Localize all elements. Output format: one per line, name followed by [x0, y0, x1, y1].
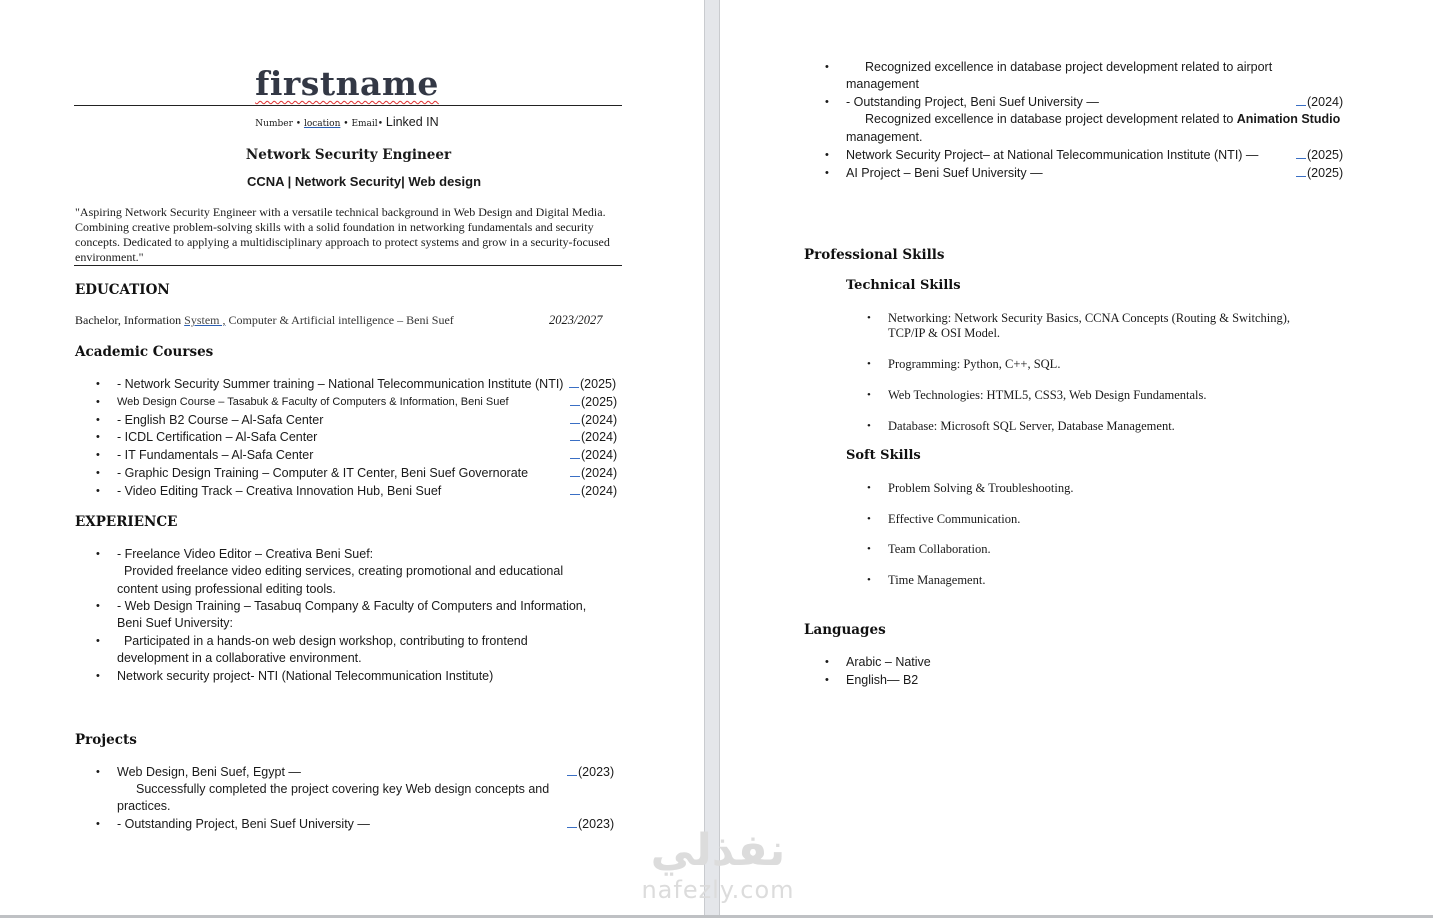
year-text: (2023) [578, 817, 615, 832]
list-item-text: content using professional editing tools. [117, 581, 336, 596]
bullet-icon: • [825, 674, 829, 686]
list-item-text: - Freelance Video Editor – Creativa Beni Suef: [117, 547, 374, 561]
contact-location: location [303, 119, 341, 129]
technical-skill-item [867, 419, 1387, 434]
bullet-icon: • [867, 312, 871, 324]
course-item [96, 447, 626, 465]
experience-item [96, 668, 626, 685]
tab-marker-icon [570, 397, 580, 406]
list-item-text: - Outstanding Project, Beni Suef University — [117, 817, 370, 832]
soft-skill-item [867, 481, 1387, 496]
bullet-icon: • [867, 512, 871, 525]
soft-skills-list [867, 481, 1387, 603]
bullet-icon: • [96, 818, 100, 831]
job-title: Network Security Engineer [245, 147, 452, 163]
year-text: (2025) [1307, 165, 1344, 180]
tab-marker-icon [1296, 168, 1306, 177]
year-label [570, 447, 617, 465]
list-item-text: Programming: Python, C++, SQL. [888, 357, 1061, 371]
technical-skills-list [867, 311, 1387, 450]
bullet-icon: • [96, 635, 100, 648]
job-subtitle: CCNA | Network Security| Web design [246, 174, 482, 189]
education-degree: Bachelor, Information [75, 313, 185, 327]
contact-number: Number [255, 119, 293, 129]
education-entry [75, 313, 454, 328]
list-item-text: management [846, 77, 919, 92]
list-item-text: Database: Microsoft SQL Server, Database Management. [888, 419, 1175, 433]
bullet-icon: • [867, 420, 871, 432]
course-item [96, 376, 626, 394]
language-item [825, 654, 1345, 672]
bullet-icon: • [96, 449, 100, 462]
course-item [96, 394, 626, 412]
bullet-icon: • [825, 656, 829, 668]
bullet-icon: • [96, 378, 100, 390]
list-item-text: Participated in a hands-on web design workshop, contributing to frontend [117, 634, 528, 649]
soft-skill-item [867, 542, 1387, 557]
experience-heading: EXPERIENCE [75, 514, 178, 530]
separator-dot: • [295, 119, 302, 129]
languages-list [825, 654, 1345, 690]
language-item [825, 672, 1345, 690]
list-item-text: Beni Suef University: [117, 616, 234, 631]
list-item-text: Network Security Project– at National Telecommunication Institute (NTI) — [846, 147, 1259, 162]
list-item-text: development in a collaborative environment. [117, 651, 362, 666]
list-item-text: practices. [117, 799, 171, 814]
list-item-text: AI Project – Beni Suef University — [846, 165, 1043, 180]
list-item-text: Web Technologies: HTML5, CSS3, Web Design Fundamentals. [888, 388, 1207, 402]
list-item-text: Time Management. [888, 572, 986, 587]
text: Recognized excellence in database project development related to [865, 112, 1237, 127]
bullet-icon: • [867, 389, 871, 401]
contact-linkedin: Linked IN [385, 115, 439, 129]
projects-heading: Projects [75, 732, 137, 748]
bullet-icon: • [96, 484, 100, 497]
year-text: (2025) [1307, 147, 1344, 162]
document-page-1 [0, 0, 704, 915]
languages-heading: Languages [804, 622, 886, 638]
year-text: (2024) [581, 430, 618, 445]
bullet-icon: • [825, 96, 829, 109]
list-item-text: Networking: Network Security Basics, CCNA Concepts (Routing & Switching), [888, 311, 1291, 325]
document-page-2 [721, 0, 1433, 915]
year-text: (2023) [578, 765, 615, 779]
bold-text: Animation Studio [1236, 112, 1341, 127]
year-label [570, 412, 617, 430]
tab-marker-icon [567, 767, 577, 776]
project-item [825, 165, 1385, 182]
education-faculty: Computer & Artificial intelligence – Beni Suef [225, 313, 454, 327]
year-text: (2024) [581, 412, 618, 427]
year-label [570, 394, 617, 412]
list-item-text: - Network Security Summer training – National Telecommunication Institute (NTI) [117, 377, 564, 391]
bullet-icon: • [96, 600, 100, 613]
year-label [1296, 165, 1343, 182]
project-item [825, 94, 1385, 146]
bullet-icon: • [867, 482, 871, 494]
bullet-icon: • [96, 431, 100, 444]
list-item-text: Team Collaboration. [888, 542, 991, 556]
year-label [570, 465, 617, 483]
list-item-text: Web Design, Beni Suef, Egypt — [117, 765, 301, 779]
course-item [96, 412, 626, 430]
tab-marker-icon [1296, 150, 1306, 159]
bullet-icon: • [96, 548, 100, 560]
tab-marker-icon [570, 486, 580, 495]
bullet-icon: • [867, 358, 871, 370]
technical-skill-item [867, 311, 1387, 341]
year-text: (2024) [581, 483, 618, 498]
header-divider [74, 105, 622, 106]
list-item-text: management. [846, 129, 923, 144]
bullet-icon: • [96, 413, 100, 426]
tab-marker-icon [567, 819, 577, 828]
technical-skill-item [867, 357, 1387, 372]
list-item-text: - ICDL Certification – Al-Safa Center [117, 430, 318, 445]
list-item-text: Web Design Course – Tasabuk & Faculty of Computers & Information, Beni Suef [117, 395, 509, 408]
year-text: (2025) [581, 394, 618, 409]
list-item-text: English— B2 [846, 673, 919, 687]
tab-marker-icon [570, 450, 580, 459]
course-item [96, 483, 626, 501]
resume-name: firstname [255, 64, 439, 103]
separator-dot: • [343, 119, 349, 129]
list-item-text: Successfully completed the project covering key Web design concepts and [136, 782, 550, 797]
year-label [1296, 94, 1343, 111]
experience-item [96, 598, 626, 633]
technical-skill-item [867, 388, 1387, 403]
bullet-icon: • [867, 573, 871, 586]
year-text: (2024) [1307, 95, 1344, 110]
list-item-text: - Video Editing Track – Creativa Innovation Hub, Beni Suef [117, 483, 442, 498]
project-item [96, 816, 626, 833]
professional-skills-heading: Professional Skills [804, 247, 945, 263]
list-item-text: Network security project- NTI (National Telecommunication Institute) [117, 669, 494, 684]
bullet-icon: • [825, 61, 829, 73]
bullet-icon: • [96, 766, 100, 778]
year-text: (2024) [581, 448, 618, 463]
year-text: (2024) [581, 465, 618, 480]
list-item-text: - Outstanding Project, Beni Suef University — [846, 95, 1099, 110]
project-item [96, 764, 626, 816]
list-item-text: - Web Design Training – Tasabuq Company & Faculty of Computers and Information, [117, 599, 587, 614]
bullet-icon: • [867, 543, 871, 555]
list-item-text [865, 111, 1340, 128]
academic-courses-list [96, 376, 626, 501]
education-major: System , [184, 313, 226, 327]
projects-list-page1 [96, 764, 626, 834]
soft-skill-item [867, 573, 1387, 588]
project-item [825, 147, 1385, 164]
list-item-text: Effective Communication. [888, 511, 1021, 526]
tab-marker-icon [570, 468, 580, 477]
course-item [96, 429, 626, 447]
soft-skill-item [867, 512, 1387, 527]
list-item-text: Recognized excellence in database project development related to airport [865, 60, 1273, 74]
tab-marker-icon [570, 415, 580, 424]
page-gutter [704, 0, 720, 918]
year-label [570, 483, 617, 501]
bullet-icon: • [825, 148, 829, 161]
experience-item [96, 633, 626, 668]
year-label [570, 429, 617, 447]
summary-divider [74, 265, 622, 266]
project-item [825, 59, 1385, 94]
bullet-icon: • [96, 466, 100, 479]
technical-skills-heading: Technical Skills [846, 278, 961, 293]
course-item [96, 465, 626, 483]
education-dates: 2023/2027 [549, 313, 603, 327]
academic-courses-heading: Academic Courses [75, 344, 214, 360]
experience-list [96, 546, 626, 685]
watermark-latin: nafezly.com [641, 876, 795, 904]
year-label [1296, 147, 1343, 164]
tab-marker-icon [570, 432, 580, 441]
year-label [567, 764, 614, 781]
list-item-text: Problem Solving & Troubleshooting. [888, 481, 1074, 495]
list-item-text: Arabic – Native [846, 655, 931, 669]
bullet-icon: • [96, 670, 100, 683]
year-label [569, 376, 616, 394]
projects-list-page2 [825, 59, 1385, 182]
experience-item [96, 546, 626, 598]
education-heading: EDUCATION [75, 282, 170, 298]
bullet-icon: • [825, 166, 829, 179]
soft-skills-heading: Soft Skills [846, 448, 921, 463]
year-label [567, 816, 614, 833]
contact-email: Email [351, 119, 378, 129]
list-item-text: - Graphic Design Training – Computer & IT Center, Beni Suef Governorate [117, 465, 529, 480]
bullet-icon: • [96, 395, 100, 408]
list-item-text: TCP/IP & OSI Model. [888, 326, 1001, 340]
list-item-text: Provided freelance video editing services, creating promotional and educational [117, 564, 564, 579]
separator-dot: • [377, 119, 383, 129]
list-item-text: - English B2 Course – Al-Safa Center [117, 412, 324, 427]
tab-marker-icon [569, 379, 579, 388]
watermark-arabic: نفذلي [650, 825, 786, 876]
year-text: (2025) [580, 377, 617, 391]
contact-line [0, 115, 694, 129]
summary-paragraph: "Aspiring Network Security Engineer with a versatile technical background in Web Design and Digital Media. Combining creative problem-solving skills with a solid foundation in networking fundamentals and security concepts. Dedicated to applying a multidisciplinary approach to protect systems and grow in a security-focused environment." [75, 205, 610, 264]
tab-marker-icon [1296, 97, 1306, 106]
list-item-text: - IT Fundamentals – Al-Safa Center [117, 448, 314, 463]
